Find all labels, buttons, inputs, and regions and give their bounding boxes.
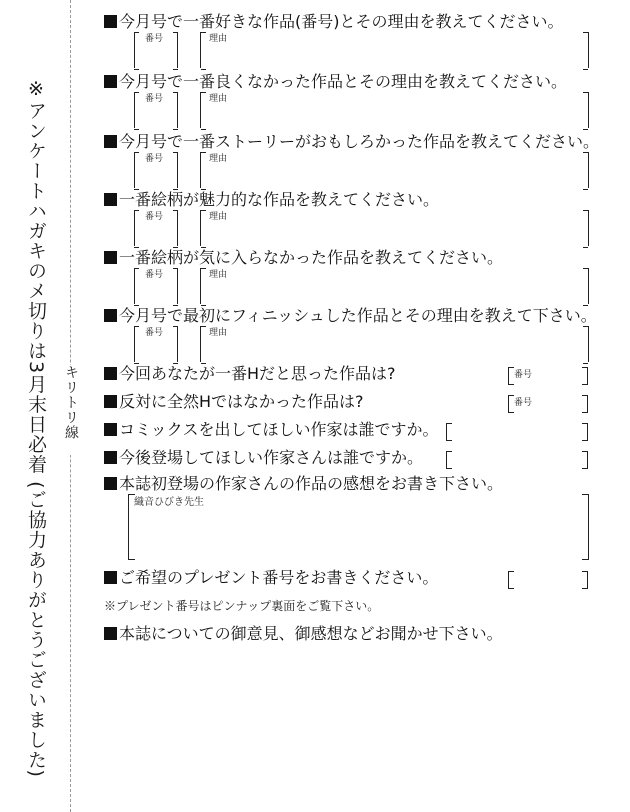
q5-reason-field-end <box>582 268 589 304</box>
reason-label: 理由 <box>209 34 228 44</box>
debut-author-label: 織音ひびき先生 <box>134 497 204 508</box>
q7-number-field-end <box>582 367 588 385</box>
question-3 <box>104 132 599 152</box>
q9-answer-field[interactable] <box>446 423 452 441</box>
q1-reason-field-end <box>582 32 589 68</box>
question-5 <box>104 248 503 268</box>
q1-reason-field[interactable] <box>200 32 228 68</box>
question-2-text: 今月号で一番良くなかった作品とその理由を教えてください。 <box>119 72 568 91</box>
q4-reason-field-end <box>582 210 589 246</box>
q3-number-field[interactable] <box>134 152 178 188</box>
question-3-text: 今月号で一番ストーリーがおもしろかった作品を教えてください。 <box>119 132 600 151</box>
deadline-note: ※アンケートハガキのメ切りは3月末日必着 (ご協力ありがとうございました) <box>25 78 47 778</box>
reason-label: 理由 <box>209 328 228 338</box>
question-9-text: コミックスを出してほしい作家は誰ですか。 <box>119 420 439 439</box>
q8-number-field-end <box>582 395 588 413</box>
present-note: ※プレゼント番号はピンナップ裏面をご覧下さい。 <box>104 599 380 613</box>
bullet-square-icon <box>104 423 117 436</box>
q5-reason-field[interactable] <box>200 268 228 304</box>
number-label: 番号 <box>145 212 164 222</box>
question-7 <box>104 364 396 384</box>
bullet-square-icon <box>104 395 117 408</box>
reason-label: 理由 <box>209 212 228 222</box>
question-11-text: 本誌初登場の作家さんの作品の感想をお書き下さい。 <box>119 474 504 493</box>
bullet-square-icon <box>104 251 117 264</box>
bullet-square-icon <box>104 367 117 380</box>
q4-number-field[interactable] <box>134 210 178 246</box>
q10-answer-field[interactable] <box>446 451 452 469</box>
q10-answer-field-end <box>582 451 588 469</box>
question-6 <box>104 306 597 326</box>
question-5-text: 一番絵柄が気に入らなかった作品を教えてください。 <box>119 248 504 267</box>
number-label: 番号 <box>145 154 164 164</box>
bullet-square-icon <box>104 627 117 640</box>
q9-answer-field-end <box>582 423 588 441</box>
bullet-square-icon <box>104 193 117 206</box>
debut-comment-field-end <box>582 494 589 560</box>
bullet-square-icon <box>104 75 117 88</box>
number-label: 番号 <box>514 398 533 408</box>
reason-label: 理由 <box>209 154 228 164</box>
question-7-text: 今回あなたが一番Hだと思った作品は? <box>119 364 396 383</box>
question-10 <box>104 448 423 468</box>
cut-line-label: キリトリ線 <box>60 365 82 455</box>
q1-number-field[interactable] <box>134 32 178 68</box>
bullet-square-icon <box>104 135 117 148</box>
question-13-text: 本誌についての御意見、御感想などお聞かせ下さい。 <box>119 624 503 643</box>
q3-reason-field-end <box>582 152 589 188</box>
bullet-square-icon <box>104 571 117 584</box>
present-number-field-end <box>582 571 588 589</box>
q5-number-field[interactable] <box>134 268 178 304</box>
question-4-text: 一番絵柄が魅力的な作品を教えてください。 <box>119 190 440 209</box>
question-4 <box>104 190 439 210</box>
question-1-text: 今月号で一番好きな作品(番号)とその理由を教えてください。 <box>119 12 564 31</box>
q6-reason-field[interactable] <box>200 326 228 362</box>
number-label: 番号 <box>145 34 164 44</box>
question-9 <box>104 420 439 440</box>
q6-number-field[interactable] <box>134 326 178 362</box>
question-2 <box>104 72 567 92</box>
q2-reason-field[interactable] <box>200 92 228 128</box>
question-13 <box>104 624 503 644</box>
bullet-square-icon <box>104 477 117 490</box>
question-8 <box>104 392 364 412</box>
q2-reason-field-end <box>582 92 589 128</box>
question-1 <box>104 12 564 32</box>
bullet-square-icon <box>104 15 117 28</box>
q6-reason-field-end <box>582 326 589 362</box>
number-label: 番号 <box>514 370 533 380</box>
question-11 <box>104 474 503 494</box>
q2-number-field[interactable] <box>134 92 178 128</box>
number-label: 番号 <box>145 94 164 104</box>
number-label: 番号 <box>145 328 164 338</box>
bullet-square-icon <box>104 309 117 322</box>
question-6-text: 今月号で最初にフィニッシュした作品とその理由を教えて下さい。 <box>119 306 597 325</box>
q4-reason-field[interactable] <box>200 210 228 246</box>
reason-label: 理由 <box>209 270 228 280</box>
question-10-text: 今後登場してほしい作家さんは誰ですか。 <box>119 448 424 467</box>
bullet-square-icon <box>104 451 117 464</box>
reason-label: 理由 <box>209 94 228 104</box>
question-8-text: 反対に全然Hではなかった作品は? <box>119 392 364 411</box>
question-12-text: ご希望のプレゼント番号をお書きください。 <box>119 568 439 587</box>
question-12 <box>104 568 438 588</box>
number-label: 番号 <box>145 270 164 280</box>
q3-reason-field[interactable] <box>200 152 228 188</box>
present-number-field[interactable] <box>508 571 514 589</box>
